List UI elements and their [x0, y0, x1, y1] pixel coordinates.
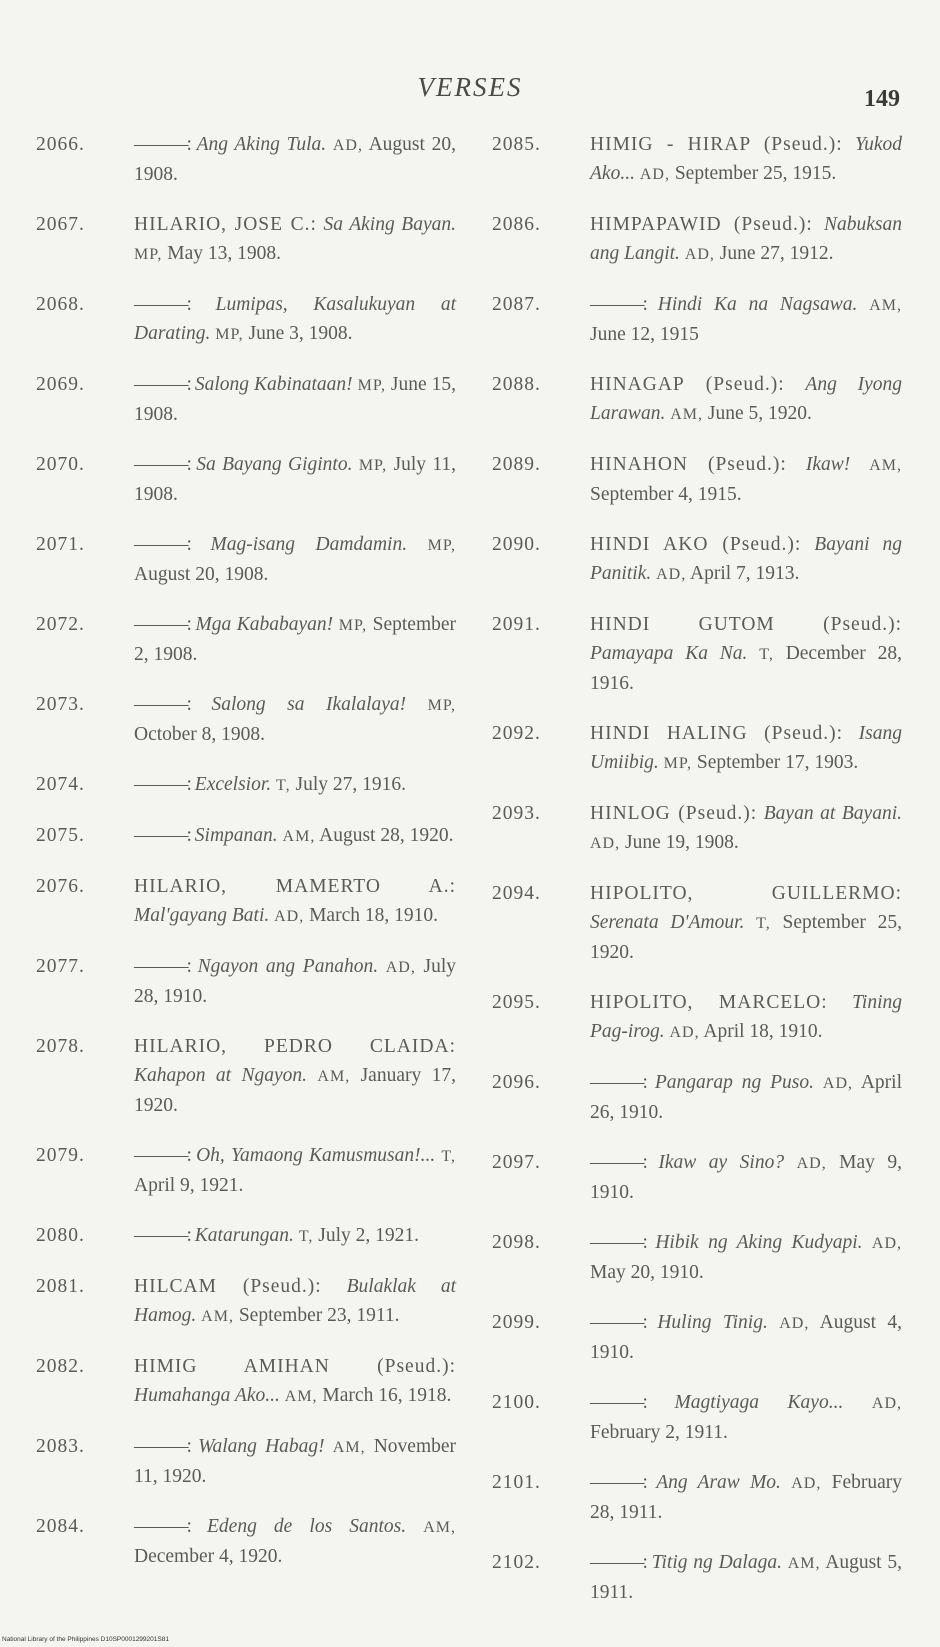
entry-author: HINLOG (Pseud.):: [590, 803, 758, 824]
entry-number: 2092.: [492, 723, 541, 744]
entry-author: ———:: [590, 1232, 646, 1253]
entry-author: ———:: [590, 1552, 646, 1573]
entry-source: AD,: [590, 835, 621, 852]
entry-author: ———:: [134, 374, 190, 395]
list-item: [36, 1032, 456, 1120]
list-item: [36, 872, 456, 931]
entry-title: Serenata D'Amour.: [590, 912, 745, 933]
entry-number: 2097.: [492, 1152, 541, 1173]
entry-source: AM,: [201, 1308, 234, 1325]
entry-author: ———:: [134, 134, 190, 155]
entry-title: Katarungan.: [194, 1225, 294, 1246]
entry-title: Sa Bayang Giginto.: [196, 454, 353, 475]
entry-title: Tining Pag-irog.: [590, 992, 903, 1042]
entry-source: AM,: [284, 1388, 318, 1405]
entry-author: ———:: [590, 1312, 646, 1333]
entry-source: MP,: [427, 697, 457, 714]
entry-source: MP,: [357, 377, 386, 394]
list-item: [492, 210, 902, 269]
entry-author: HILARIO, PEDRO CLAIDA:: [134, 1036, 456, 1057]
entry-number: 2071.: [36, 534, 85, 555]
entry-date: December 4, 1920.: [134, 1546, 283, 1567]
entry-date: August 5, 1911.: [590, 1552, 903, 1603]
list-item: [36, 821, 456, 851]
entry-date: February 28, 1911.: [590, 1472, 903, 1523]
entry-title: Nabuksan ang Langit.: [590, 214, 903, 264]
footer-note: National Library of the Philippines D10SP0001299201S81: [2, 1636, 169, 1643]
entry-number: 2100.: [492, 1392, 541, 1413]
entry-source: AD,: [669, 1024, 700, 1041]
list-item: [492, 799, 902, 858]
list-item: [36, 1512, 456, 1571]
entry-title: Ikaw ay Sino?: [658, 1152, 785, 1173]
entry-date: September 23, 1911.: [238, 1305, 400, 1326]
list-item: [36, 1272, 456, 1331]
entry-date: September 25, 1915.: [674, 163, 837, 184]
entry-number: 2086.: [492, 214, 541, 235]
entry-title: Hibik ng Aking Kudyapi.: [655, 1232, 863, 1253]
list-item: [36, 610, 456, 669]
list-item: [492, 988, 902, 1047]
entry-author: ———:: [134, 694, 190, 715]
entry-number: 2074.: [36, 774, 85, 795]
entry-author: ———:: [590, 1472, 646, 1493]
entry-date: June 12, 1915: [590, 324, 699, 345]
entry-source: AD,: [639, 166, 670, 183]
entry-date: October 8, 1908.: [134, 724, 266, 745]
entry-date: June 19, 1908.: [624, 832, 739, 853]
entry-source: MP,: [215, 326, 244, 343]
entry-source: MP,: [427, 537, 456, 554]
entry-date: September 2, 1908.: [134, 614, 457, 665]
entry-source: MP,: [338, 617, 368, 634]
list-item: [492, 1308, 902, 1367]
entry-title: Mag-isang Damdamin.: [210, 534, 408, 555]
entry-author: ———:: [590, 1152, 646, 1173]
entry-number: 2081.: [36, 1276, 85, 1297]
entry-number: 2098.: [492, 1232, 541, 1253]
entry-number: 2088.: [492, 374, 541, 395]
list-item: [492, 719, 902, 778]
entry-date: May 13, 1908.: [167, 243, 281, 264]
entry-title: Isang Umiibig.: [590, 723, 902, 773]
list-item: [36, 1352, 456, 1411]
entry-number: 2093.: [492, 803, 541, 824]
entry-author: HIMPAPAWID (Pseud.):: [590, 214, 813, 235]
entry-title: Huling Tinig.: [657, 1312, 768, 1333]
entry-title: Bulaklak at Hamog.: [134, 1276, 456, 1326]
entry-source: AD,: [779, 1315, 810, 1332]
entry-author: HINDI GUTOM (Pseud.):: [590, 614, 902, 635]
entry-date: June 27, 1912.: [719, 243, 834, 264]
entry-source: MP,: [358, 457, 388, 474]
list-item: [492, 290, 902, 349]
list-item: [492, 450, 902, 509]
entry-author: HINDI HALING (Pseud.):: [590, 723, 844, 744]
entry-author: ———:: [134, 1436, 190, 1457]
entry-author: ———:: [134, 1145, 190, 1166]
entry-number: 2072.: [36, 614, 85, 635]
entry-author: ———:: [134, 1225, 190, 1246]
entry-number: 2066.: [36, 134, 85, 155]
entry-title: Pamayapa Ka Na.: [590, 643, 748, 664]
entry-author: HINDI AKO (Pseud.):: [590, 534, 802, 555]
entry-title: Humahanga Ako...: [134, 1385, 280, 1406]
entry-source: AD,: [274, 908, 305, 925]
entry-source: AD,: [871, 1395, 902, 1412]
entry-number: 2099.: [492, 1312, 541, 1333]
entry-number: 2096.: [492, 1072, 541, 1093]
entry-title: Pangarap ng Puso.: [654, 1072, 814, 1093]
entry-author: ———:: [134, 774, 190, 795]
entry-number: 2080.: [36, 1225, 85, 1246]
list-item: [36, 130, 456, 189]
entry-number: 2079.: [36, 1145, 85, 1166]
entry-number: 2067.: [36, 214, 85, 235]
list-item: [492, 610, 902, 698]
entry-author: HIMIG AMIHAN (Pseud.):: [134, 1356, 456, 1377]
entry-date: January 17, 1920.: [134, 1065, 457, 1116]
list-item: [36, 1141, 456, 1200]
entry-number: 2082.: [36, 1356, 85, 1377]
entry-number: 2101.: [492, 1472, 541, 1493]
entry-title: Ang Aking Tula.: [196, 134, 327, 155]
entry-title: Excelsior.: [194, 774, 272, 795]
left-column: [36, 130, 456, 1592]
entry-author: HILARIO, MAMERTO A.:: [134, 876, 456, 897]
list-item: [36, 530, 456, 589]
entry-number: 2076.: [36, 876, 85, 897]
entry-source: AD,: [332, 137, 363, 154]
entry-number: 2075.: [36, 825, 85, 846]
entry-author: ———:: [134, 454, 190, 475]
entry-source: T,: [276, 777, 291, 794]
right-column: [492, 130, 902, 1628]
entry-date: December 28, 1916.: [590, 643, 902, 694]
entry-author: HINAGAP (Pseud.):: [590, 374, 785, 395]
entry-author: ———:: [134, 825, 190, 846]
entry-date: March 16, 1918.: [322, 1385, 452, 1406]
entry-author: ———:: [590, 1392, 646, 1413]
entry-number: 2094.: [492, 883, 541, 904]
list-item: [492, 1228, 902, 1287]
list-item: [36, 370, 456, 429]
entry-source: AD,: [791, 1475, 822, 1492]
entry-title: Salong sa Ikalalaya!: [211, 694, 407, 715]
entry-date: August 4, 1910.: [590, 1312, 903, 1363]
entry-source: AD,: [871, 1235, 903, 1252]
list-item: [36, 952, 456, 1011]
entry-author: HILCAM (Pseud.):: [134, 1276, 322, 1297]
entry-date: April 9, 1921.: [134, 1175, 244, 1196]
list-item: [36, 1432, 456, 1491]
page-number: 149: [864, 86, 900, 112]
entry-title: Magtiyaga Kayo...: [674, 1392, 844, 1413]
list-item: [492, 530, 902, 589]
list-item: [492, 1468, 902, 1527]
entry-number: 2073.: [36, 694, 85, 715]
entry-date: April 18, 1910.: [703, 1021, 823, 1042]
entry-date: April 7, 1913.: [690, 563, 800, 584]
entry-source: AD,: [385, 959, 416, 976]
entry-author: ———:: [134, 614, 190, 635]
list-item: [492, 1148, 902, 1207]
entry-number: 2068.: [36, 294, 85, 315]
entry-title: Ang Iyong Larawan.: [590, 374, 902, 424]
list-item: [36, 450, 456, 509]
entry-author: HIPOLITO, GUILLERMO:: [590, 883, 902, 904]
entry-title: Edeng de los Santos.: [207, 1516, 407, 1537]
entry-date: May 9, 1910.: [590, 1152, 903, 1203]
entry-author: HIPOLITO, MARCELO:: [590, 992, 828, 1013]
list-item: [492, 879, 902, 967]
entry-title: Simpanan.: [194, 825, 278, 846]
entry-author: HIMIG - HIRAP (Pseud.):: [590, 134, 843, 155]
entry-title: Mal'gayang Bati.: [134, 905, 270, 926]
entry-date: March 18, 1910.: [309, 905, 438, 926]
entry-number: 2089.: [492, 454, 541, 475]
entry-number: 2084.: [36, 1516, 85, 1537]
list-item: [36, 1221, 456, 1251]
entry-date: June 5, 1920.: [707, 403, 812, 424]
entry-date: July 27, 1916.: [295, 774, 407, 795]
entry-source: T,: [759, 646, 774, 663]
entry-source: AM,: [332, 1439, 366, 1456]
entry-author: HINAHON (Pseud.):: [590, 454, 787, 475]
entry-author: ———:: [134, 1516, 190, 1537]
entry-date: July 28, 1910.: [134, 956, 457, 1007]
entry-date: August 28, 1920.: [319, 825, 454, 846]
entry-number: 2090.: [492, 534, 541, 555]
list-item: [36, 770, 456, 800]
entry-author: HILARIO, JOSE C.:: [134, 214, 317, 235]
entry-title: Ngayon ang Panahon.: [197, 956, 379, 977]
entry-source: AM,: [282, 828, 316, 845]
entry-author: ———:: [134, 294, 190, 315]
page-title: VERSES: [417, 72, 523, 102]
entry-author: ———:: [590, 1072, 646, 1093]
entry-date: August 20, 1908.: [134, 134, 456, 185]
entry-title: Yukod Ako...: [590, 134, 903, 184]
entry-source: AD,: [796, 1155, 827, 1172]
entry-author: ———:: [134, 956, 190, 977]
entry-source: AM,: [670, 406, 703, 423]
list-item: [36, 290, 456, 349]
entry-source: T,: [441, 1148, 457, 1165]
list-item: [492, 1548, 902, 1607]
entry-date: February 2, 1911.: [590, 1422, 728, 1443]
entry-title: Salong Kabinataan!: [194, 374, 353, 395]
entry-date: May 20, 1910.: [590, 1262, 704, 1283]
entry-title: Titig ng Dalaga.: [651, 1552, 782, 1573]
entry-number: 2091.: [492, 614, 541, 635]
entry-date: July 2, 1921.: [318, 1225, 420, 1246]
list-item: [36, 690, 456, 749]
entry-number: 2069.: [36, 374, 85, 395]
list-item: [492, 1068, 902, 1127]
entry-title: Ang Araw Mo.: [656, 1472, 781, 1493]
entry-number: 2095.: [492, 992, 541, 1013]
entry-title: Ikaw!: [805, 454, 851, 475]
entry-author: ———:: [134, 534, 190, 555]
entry-date: September 17, 1903.: [696, 752, 859, 773]
entry-title: Mga Kababayan!: [195, 614, 334, 635]
list-item: [492, 130, 902, 189]
entry-title: Walang Habag!: [198, 1436, 325, 1457]
entry-date: June 3, 1908.: [248, 323, 353, 344]
entry-source: AM,: [869, 297, 902, 314]
list-item: [492, 370, 902, 429]
entry-date: July 11, 1908.: [134, 454, 457, 505]
entry-title: Lumipas, Kasalukuyan at Darating.: [134, 294, 456, 344]
entry-source: AD,: [684, 246, 715, 263]
entry-source: T,: [298, 1228, 314, 1245]
entry-number: 2102.: [492, 1552, 541, 1573]
entry-date: April 26, 1910.: [590, 1072, 903, 1123]
entry-source: AM,: [423, 1519, 457, 1536]
entry-source: T,: [756, 915, 771, 932]
entry-number: 2087.: [492, 294, 541, 315]
entry-source: AM,: [317, 1068, 351, 1085]
entry-date: November 11, 1920.: [134, 1436, 457, 1487]
entry-number: 2077.: [36, 956, 85, 977]
entry-date: August 20, 1908.: [134, 564, 269, 585]
entry-number: 2078.: [36, 1036, 85, 1057]
entry-title: Oh, Yamaong Kamusmusan!...: [196, 1145, 436, 1166]
entry-date: June 15, 1908.: [134, 374, 457, 425]
entry-date: September 4, 1915.: [590, 484, 742, 505]
list-item: [36, 210, 456, 269]
entry-source: AM,: [869, 457, 902, 474]
entry-title: Bayan at Bayani.: [763, 803, 903, 824]
entry-number: 2083.: [36, 1436, 85, 1457]
entry-title: Hindi Ka na Nagsawa.: [657, 294, 858, 315]
entry-title: Sa Aking Bayan.: [323, 214, 457, 235]
entry-title: Kahapon at Ngayon.: [134, 1065, 307, 1086]
entry-source: MP,: [663, 755, 693, 772]
entry-author: ———:: [590, 294, 646, 315]
entry-number: 2070.: [36, 454, 85, 475]
entry-source: AD,: [656, 566, 687, 583]
entry-number: 2085.: [492, 134, 541, 155]
entry-source: AD,: [822, 1075, 854, 1092]
list-item: [492, 1388, 902, 1447]
entry-source: MP,: [134, 246, 163, 263]
entry-source: AM,: [787, 1555, 821, 1572]
entry-date: September 25, 1920.: [590, 912, 902, 963]
entry-title: Bayani ng Panitik.: [590, 534, 903, 584]
